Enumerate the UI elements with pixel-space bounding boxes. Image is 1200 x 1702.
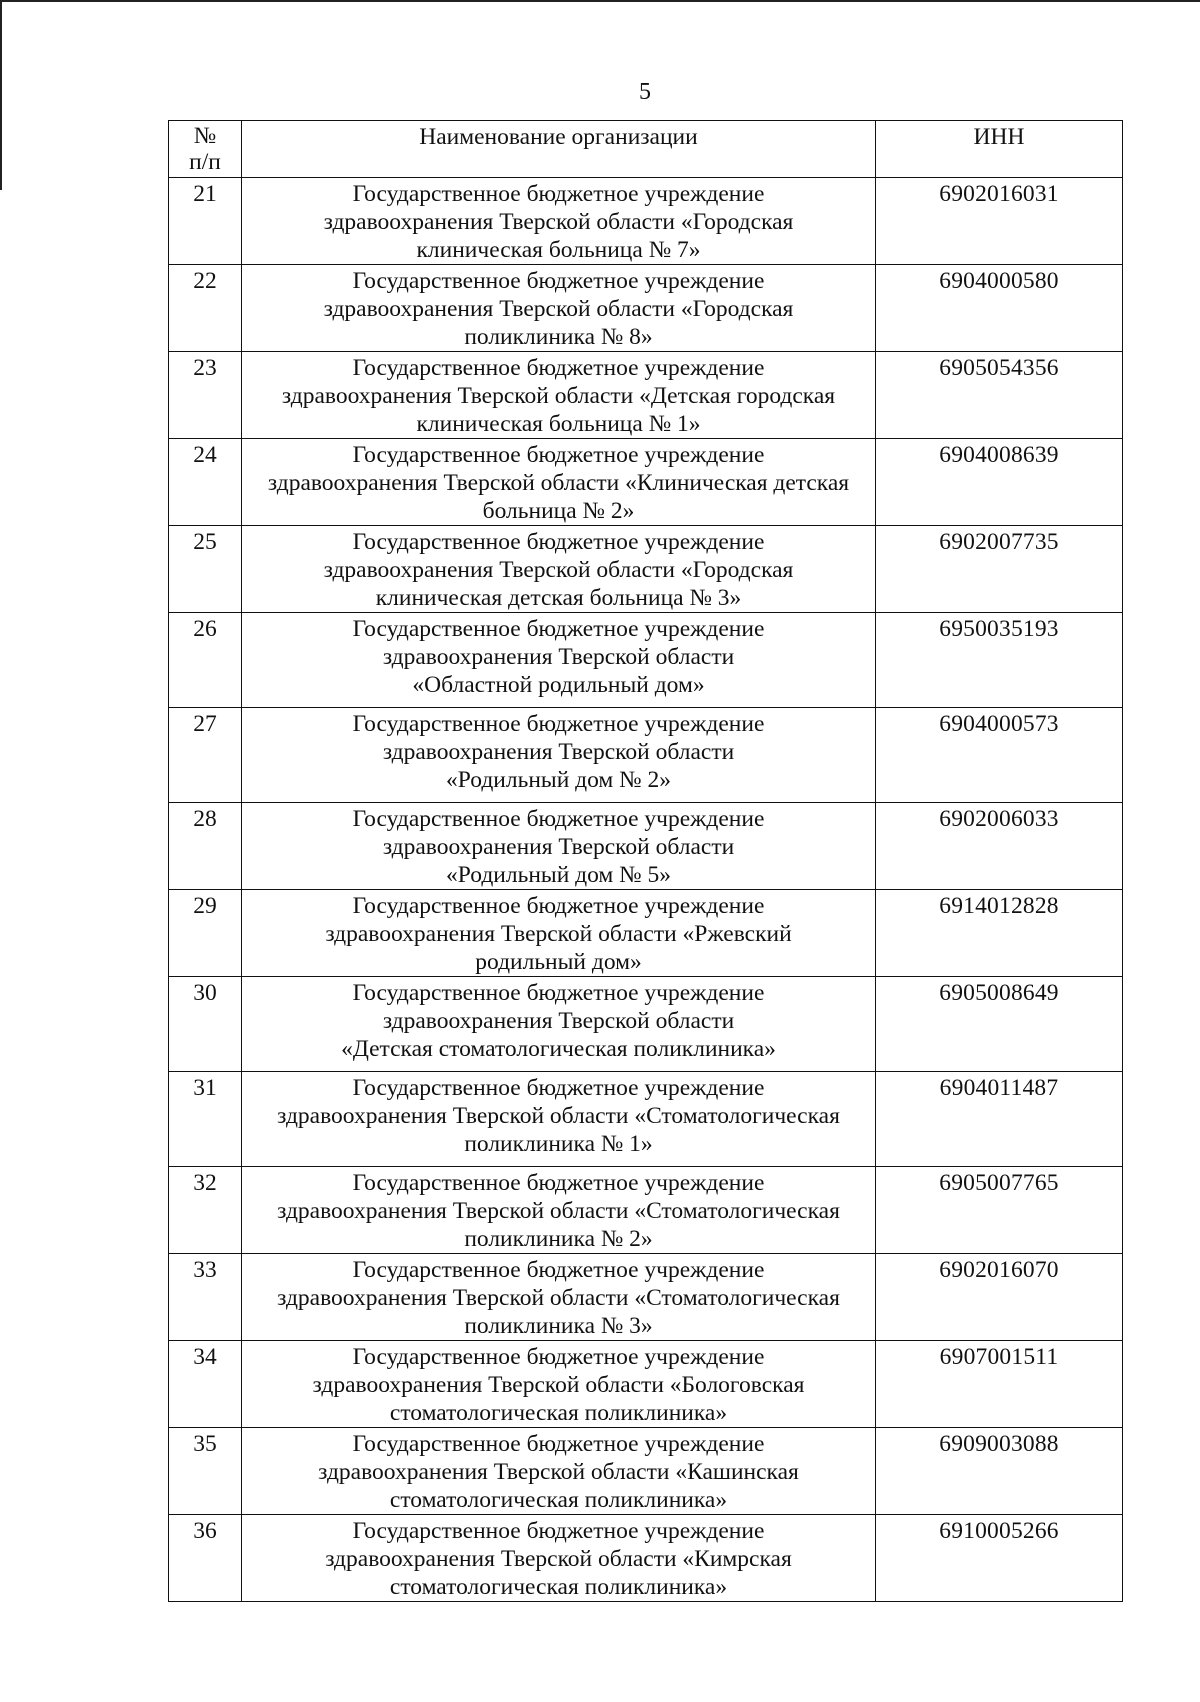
table-row — [169, 1515, 1123, 1602]
table-row — [169, 708, 1123, 803]
inn-cell: 6909003088 — [876, 1428, 1123, 1515]
row-number-cell: 31 — [169, 1072, 242, 1167]
table-row — [169, 439, 1123, 526]
inn-cell: 6950035193 — [876, 613, 1123, 708]
inn-cell: 6904000580 — [876, 265, 1123, 352]
organization-name-cell: Государственное бюджетное учреждение здравоохранения Тверской области «Городская клиническая больница № 7» — [242, 178, 876, 265]
row-number-cell: 29 — [169, 890, 242, 977]
inn-cell: 6914012828 — [876, 890, 1123, 977]
row-number-cell: 25 — [169, 526, 242, 613]
inn-cell: 6902016031 — [876, 178, 1123, 265]
organization-name-cell: Государственное бюджетное учреждение здравоохранения Тверской области «Ржевский родильный дом» — [242, 890, 876, 977]
organization-name-cell: Государственное бюджетное учреждение здравоохранения Тверской области «Клиническая детская больница № 2» — [242, 439, 876, 526]
table-row — [169, 1167, 1123, 1254]
table-row — [169, 526, 1123, 613]
organization-name-cell: Государственное бюджетное учреждение здравоохранения Тверской области «Кимрская стоматологическая поликлиника» — [242, 1515, 876, 1602]
inn-cell: 6904008639 — [876, 439, 1123, 526]
inn-cell: 6910005266 — [876, 1515, 1123, 1602]
inn-cell: 6905007765 — [876, 1167, 1123, 1254]
inn-cell: 6902016070 — [876, 1254, 1123, 1341]
inn-cell: 6902007735 — [876, 526, 1123, 613]
row-number-cell: 32 — [169, 1167, 242, 1254]
row-number-cell: 30 — [169, 977, 242, 1072]
organization-name-cell: Государственное бюджетное учреждение здравоохранения Тверской области «Стоматологическая поликлиника № 1» — [242, 1072, 876, 1167]
table-row — [169, 613, 1123, 708]
row-number-cell: 24 — [169, 439, 242, 526]
table-row — [169, 890, 1123, 977]
organization-name-cell: Государственное бюджетное учреждение здравоохранения Тверской области «Городская клиническая детская больница № 3» — [242, 526, 876, 613]
table-row — [169, 265, 1123, 352]
page-number: 5 — [639, 79, 651, 105]
column-header-number: № п/п — [169, 121, 242, 178]
row-number-cell: 34 — [169, 1341, 242, 1428]
organization-name-cell: Государственное бюджетное учреждение здравоохранения Тверской области «Стоматологическая поликлиника № 2» — [242, 1167, 876, 1254]
inn-cell: 6902006033 — [876, 803, 1123, 890]
table-body — [169, 178, 1123, 1602]
table-header-row — [169, 121, 1123, 178]
row-number-cell: 27 — [169, 708, 242, 803]
row-number-cell: 21 — [169, 178, 242, 265]
column-header-organization-name: Наименование организации — [242, 121, 876, 178]
organization-name-cell: Государственное бюджетное учреждение здравоохранения Тверской области «Областной родильный дом» — [242, 613, 876, 708]
inn-cell: 6905054356 — [876, 352, 1123, 439]
row-number-cell: 36 — [169, 1515, 242, 1602]
inn-cell: 6904000573 — [876, 708, 1123, 803]
organizations-table — [168, 120, 1123, 1602]
organization-name-cell: Государственное бюджетное учреждение здравоохранения Тверской области «Родильный дом № 5» — [242, 803, 876, 890]
row-number-cell: 28 — [169, 803, 242, 890]
inn-cell: 6904011487 — [876, 1072, 1123, 1167]
table-row — [169, 1254, 1123, 1341]
organization-name-cell: Государственное бюджетное учреждение здравоохранения Тверской области «Городская поликлиника № 8» — [242, 265, 876, 352]
organization-name-cell: Государственное бюджетное учреждение здравоохранения Тверской области «Родильный дом № 2» — [242, 708, 876, 803]
organization-name-cell: Государственное бюджетное учреждение здравоохранения Тверской области «Детская стоматологическая поликлиника» — [242, 977, 876, 1072]
organization-name-cell: Государственное бюджетное учреждение здравоохранения Тверской области «Детская городская клиническая больница № 1» — [242, 352, 876, 439]
organization-name-cell: Государственное бюджетное учреждение здравоохранения Тверской области «Бологовская стоматологическая поликлиника» — [242, 1341, 876, 1428]
table-row — [169, 977, 1123, 1072]
scan-edge-top — [0, 0, 1200, 2]
table-row — [169, 352, 1123, 439]
table-row — [169, 1072, 1123, 1167]
organization-name-cell: Государственное бюджетное учреждение здравоохранения Тверской области «Стоматологическая поликлиника № 3» — [242, 1254, 876, 1341]
table-row — [169, 1341, 1123, 1428]
row-number-cell: 35 — [169, 1428, 242, 1515]
row-number-cell: 23 — [169, 352, 242, 439]
row-number-cell: 26 — [169, 613, 242, 708]
row-number-cell: 33 — [169, 1254, 242, 1341]
inn-cell: 6907001511 — [876, 1341, 1123, 1428]
table-row — [169, 178, 1123, 265]
table-row — [169, 803, 1123, 890]
organization-name-cell: Государственное бюджетное учреждение здравоохранения Тверской области «Кашинская стоматологическая поликлиника» — [242, 1428, 876, 1515]
table-row — [169, 1428, 1123, 1515]
column-header-inn: ИНН — [876, 121, 1123, 178]
inn-cell: 6905008649 — [876, 977, 1123, 1072]
row-number-cell: 22 — [169, 265, 242, 352]
